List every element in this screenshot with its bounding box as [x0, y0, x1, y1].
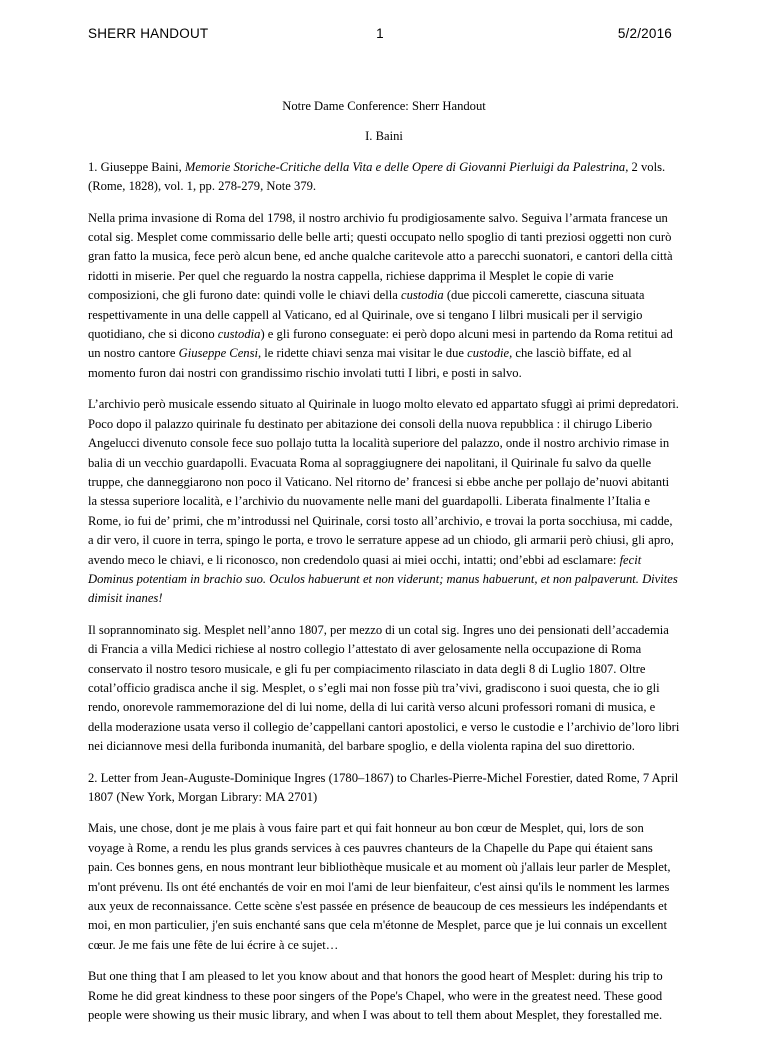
header-date: 5/2/2016 [617, 26, 672, 41]
paragraph-italian-1: Nella prima invasione di Roma del 1798, il nostro archivio fu prodigiosamente salvo. Seguiva l’armata francese un cotal sig. Mesplet come commissario delle belle arti; questi occupato nello spoglio di tanti preziosi oggetti non curò gran fatto la musica, fece però alcun bene, ed anche qualche caritevole atto a parecchi suonatori, e cantori della città ridotti in miserie. Per quel che reguardo la nostra cappella, richiese dapprima il Mesplet le copie di varie composizioni, che gli furono date: quindi volle le chiavi della custodia (due piccoli camerette, ciascuna situata respettivamente in una delle cappell al Vaticano, ed al Quirinale, ove si tengano I lilbri musicali per il servigio quotidiano, che si dicono custodia) e gli furono conseguate: ei però dopo alcuni mesi in partendo da Roma retitui ad un nostro cantore Giuseppe Censi, le ridette chiavi senza mai visitar le due custodie, che lasciò biffate, ed al momento furon dai nostri con grandissimo rischio involati tutti I libri, e posti in salvo. [88, 210, 673, 380]
citation-baini: 1. Giuseppe Baini, Memorie Storiche-Critiche della Vita e delle Opere di Giovanni Pierluigi da Palestrina, 2 vols. (Rome, 1828), vol. 1, pp. 278-279, Note 379. [88, 159, 666, 194]
section-heading: I. Baini [365, 129, 403, 144]
document-body [88, 97, 680, 1037]
citation-ingres-letter: 2. Letter from Jean-Auguste-Dominique Ingres (1780–1867) to Charles-Pierre-Michel Forestier, dated Rome, 7 April 1807 (New York, Morgan Library: MA 2701) [88, 770, 679, 804]
document-title: Notre Dame Conference: Sherr Handout [282, 99, 486, 113]
page-header [88, 26, 672, 46]
book-title: Memorie Storiche-Critiche della Vita e delle Opere di Giovanni Pierluigi da Palestrina [184, 159, 626, 174]
paragraph-english: But one thing that I am pleased to let you know about and that honors the good heart of Mesplet: during his trip to Rome he did great kindness to these poor singers of the Pope's Chapel, who were in the greatest need. These good people were showing us their music library, and when I was about to tell them about Mesplet, they forestalled me. [88, 969, 663, 1023]
paragraph-italian-2: L’archivio però musicale essendo situato al Quirinale in luogo molto elevato ed appartato sfuggì ai primi depredatori. Poco dopo il palazzo quirinale fu destinato per abitazione dei consoli della nuova repubblica : il chirugo Liberio Angelucci divenuto console fece suo pollajo tutta la località superiore del palazzo, onde il nostro archivio rimase in balia di un vecchio guardapolli. Evacuata Roma al sopraggiugnere dei napolitani, il Quirinale fu salvo da quelle truppe, che danneggiarono non poco il Vaticano. Nel ritorno de’ francesi si ebbe anche per pollajo de’nuovi abitanti la stessa superiore località, e l’archivio du nuovamente nelle mani del guardapolli. Liberata finalmente l’Italia e Rome, io fui de’ primi, che m’introdussi nel Quirinale, corsi tosto all’archivio, e trovai la porta socchiusa, mi cadde, a dir vero, il cuore in terra, spingo le porta, e trovo le serrature appese ad un chiodo, gli armarii però chiusi, gli apro, avendo meco le chiavi, e li riconosco, non credendolo quasi ai miei occhi, intatti; ond’ebbi ad esclamare: fecit Dominus potentiam in brachio suo. Oculos habuerunt et non viderunt; manus habuerunt, et non palpaverunt. Divites dimisit inanes! [88, 397, 679, 606]
page-number: 1 [376, 26, 384, 41]
latin-quote: fecit Dominus potentiam in brachio suo. Oculos habuerunt et non viderunt; manus habuerunt, et non palpaverunt. Divites dimisit inanes! [88, 552, 678, 606]
header-left: SHERR HANDOUT [88, 26, 209, 41]
paragraph-french: Mais, une chose, dont je me plais à vous faire part et qui fait honneur au bon cœur de Mesplet, qui, lors de son voyage à Rome, a rendu les plus grands services à ces pauvres chanteurs de la Chapelle du Pape qui étaient sans pain. Ces bonnes gens, en nous montrant leur bibliothèque musicale et au moment où j'allais leur parler de Mesplet, m'ont prévenu. Ils ont été enchantés de voir en moi l'ami de leur bienfaiteur, c'est ainsi qu'ils le nomment les larmes aux yeux de reconnaissance. Cette scène s'est passée en présence de beaucoup de ces messieurs les indépendants et moi, en mon particulier, j'en suis enchanté sans que cela m'étonne de Mesplet, parce que je lui connais un excellent cœur. Je me fais une fête de lui écrire à ce sujet… [88, 821, 671, 952]
paragraph-italian-3: Il soprannominato sig. Mesplet nell’anno 1807, per mezzo di un cotal sig. Ingres uno dei pensionati dell’accademia di Francia a villa Medici richiese al nostro collegio l’attestato di aver gelosamente nella occupazione di Roma conservato il nostro tesoro musicale, e gli fu per compiacimento rilasciato in data degli 8 di Luglio 1807. Oltre cotal’officio gradisca anche il sig. Mesplet, o s’egli mai non fosse più tra’vivi, gradiscono i suoi questa, che io gli rendo, onorevole rammemorazione del di lui nome, della di lui carità verso alcuni professori romani di musica, e della moderazione usata verso il collegio de’cappellani cantori apostolici, e verso le custodie e l’archivio de’loro libri nei diciannove mesi della furibonda inumanità, del barbare spoglio, e della violenta rapina del suo direttorio. [88, 622, 680, 754]
